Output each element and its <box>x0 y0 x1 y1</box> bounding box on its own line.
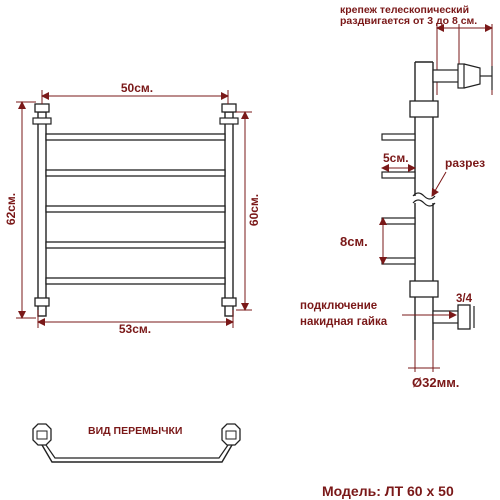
wall-bracket-plate <box>458 64 464 88</box>
jumper-bar <box>42 445 232 462</box>
rung-5 <box>46 278 225 284</box>
pipe-diameter-label: Ø32мм. <box>412 375 460 390</box>
width-bottom-label: 53см. <box>118 322 152 336</box>
rung-stub-3 <box>382 218 415 224</box>
left-post <box>38 112 46 316</box>
outlet-pipe <box>433 311 460 323</box>
rung-3 <box>46 206 225 212</box>
mount-label-line2: раздвигается от 3 до 8 см. <box>340 15 478 27</box>
wall-bracket-arm <box>433 70 460 82</box>
rung-2 <box>46 170 225 176</box>
right-post <box>225 112 233 316</box>
wall-bracket-flange <box>464 64 480 88</box>
cut-label: разрез <box>445 156 486 170</box>
rung-stub-1 <box>382 134 415 140</box>
connection-label-line1: подключение <box>300 300 378 312</box>
jumper-view <box>33 424 240 462</box>
rung-stub-4 <box>382 258 415 264</box>
front-view <box>4 81 261 336</box>
gap-5-label: 5см. <box>383 151 409 165</box>
collar-top <box>410 101 438 117</box>
left-top-cap <box>35 104 49 112</box>
right-bottom-cap <box>222 298 236 306</box>
side-view <box>300 4 492 390</box>
rung-stub-2 <box>382 172 415 178</box>
left-bottom-cap <box>35 298 49 306</box>
rung-4 <box>46 242 225 248</box>
right-top-bracket <box>220 118 238 124</box>
height-inner-label: 60см. <box>247 193 261 227</box>
collar-bottom <box>410 281 438 297</box>
jumper-label: ВИД ПЕРЕМЫЧКИ <box>88 425 183 437</box>
connection-label-line2: накидная гайка <box>300 316 388 328</box>
rung-1 <box>46 134 225 140</box>
mount-label-line1: крепеж телескопический <box>340 4 470 16</box>
height-outer-label: 62см. <box>4 192 18 226</box>
gap-8-label: 8см. <box>340 234 368 249</box>
model-label: Модель: ЛТ 60 х 50 <box>322 483 454 499</box>
union-nut <box>458 305 470 329</box>
left-top-bracket <box>33 118 51 124</box>
thread-size-label: 3/4 <box>456 293 472 305</box>
right-top-cap <box>222 104 236 112</box>
width-top-label: 50см. <box>120 81 154 95</box>
